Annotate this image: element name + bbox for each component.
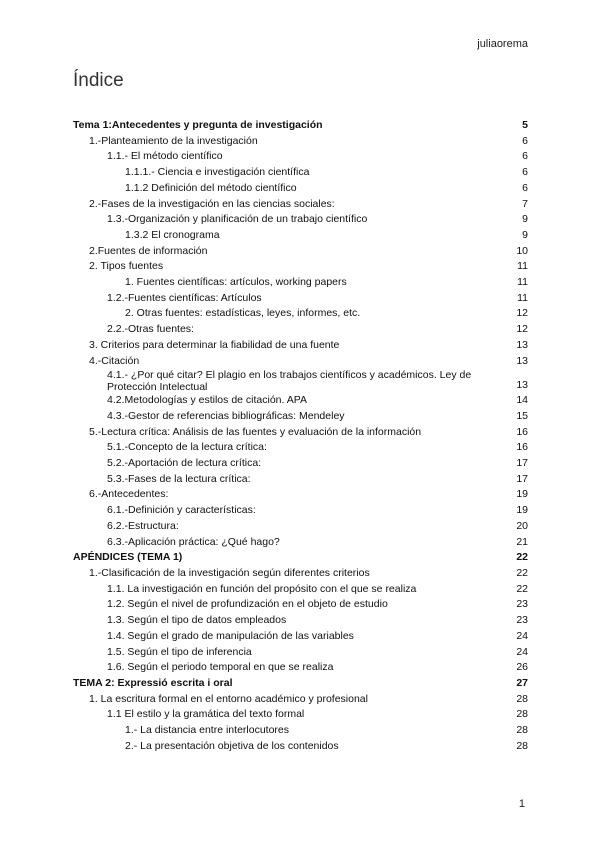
toc-entry-page: 19	[516, 488, 528, 501]
toc-entry[interactable]	[73, 535, 528, 551]
toc-entry-page: 19	[516, 504, 528, 517]
toc-entry-title: 4.3.-Gestor de referencias bibliográficas: Mendeley	[107, 409, 345, 422]
toc-entry-page: 21	[516, 535, 528, 548]
toc-entry[interactable]	[73, 409, 528, 425]
toc-entry-title: 1.6. Según el periodo temporal en que se realiza	[107, 661, 334, 674]
toc-entry-title: 6.3.-Aplicación práctica: ¿Qué hago?	[107, 535, 280, 548]
toc-entry[interactable]	[73, 134, 528, 150]
toc-entry[interactable]	[73, 165, 528, 181]
toc-entry-page: 11	[517, 260, 528, 273]
toc-entry-page: 15	[516, 409, 528, 422]
toc-entry[interactable]	[73, 425, 528, 441]
toc-entry[interactable]	[73, 550, 528, 566]
toc-entry-title: 2. Otras fuentes: estadísticas, leyes, informes, etc.	[125, 307, 361, 320]
toc-entry-page: 11	[517, 291, 528, 304]
toc-entry-page: 11	[517, 276, 528, 289]
toc-entry-title: 1.3.2 El cronograma	[125, 228, 220, 241]
toc-entry-title: 1.5. Según el tipo de inferencia	[107, 645, 252, 658]
toc-entry-page: 6	[522, 181, 528, 194]
toc-entry-page: 17	[516, 457, 528, 470]
toc-entry[interactable]	[73, 566, 528, 582]
toc-entry[interactable]	[73, 354, 528, 370]
toc-entry-page: 20	[516, 519, 528, 532]
toc-entry[interactable]	[73, 723, 528, 739]
toc-entry[interactable]	[73, 149, 528, 165]
toc-entry-title: 1.1. La investigación en función del propósito con el que se realiza	[107, 582, 417, 595]
toc-entry-title: 1.1.1.- Ciencia e investigación científica	[125, 166, 310, 179]
toc-entry[interactable]	[73, 487, 528, 503]
toc-entry[interactable]	[73, 440, 528, 456]
toc-entry-title: 2. Tipos fuentes	[89, 260, 164, 273]
toc-entry-title: TEMA 2: Expressió escrita i oral	[73, 676, 233, 689]
toc-entry-title: 5.2.-Aportación de lectura crítica:	[107, 457, 262, 470]
toc-entry-page: 12	[516, 323, 528, 336]
toc-entry-page: 14	[516, 394, 528, 407]
toc-entry[interactable]	[73, 259, 528, 275]
toc-entry-page: 16	[516, 425, 528, 438]
toc-entry[interactable]	[73, 597, 528, 613]
toc-entry-page: 23	[516, 598, 528, 611]
toc-entry[interactable]	[73, 306, 528, 322]
toc-entry[interactable]	[73, 118, 528, 134]
toc-entry[interactable]	[73, 472, 528, 488]
toc-entry-title: 1. Fuentes científicas: artículos, working papers	[125, 276, 347, 289]
toc-entry-title: 4.1.- ¿Por qué citar? El plagio en los trabajos científicos y académicos. Ley de Protección Intelectual	[107, 369, 472, 394]
toc-entry-title: 1.-Clasificación de la investigación según diferentes criterios	[89, 566, 370, 579]
toc-entry[interactable]	[73, 519, 528, 535]
toc-entry[interactable]	[73, 613, 528, 629]
toc-entry-title: 4.-Citación	[89, 354, 140, 367]
toc-entry-title: APÉNDICES (TEMA 1)	[73, 551, 183, 564]
toc-entry-page: 13	[516, 354, 528, 367]
toc-entry-title: 6.2.-Estructura:	[107, 519, 179, 532]
toc-entry-title: 1.-Planteamiento de la investigación	[89, 134, 258, 147]
toc-entry[interactable]	[73, 692, 528, 708]
toc-entry-title: 2.- La presentación objetiva de los contenidos	[125, 739, 339, 752]
toc-entry[interactable]	[73, 228, 528, 244]
toc-entry[interactable]	[73, 660, 528, 676]
toc-entry[interactable]	[73, 503, 528, 519]
toc-entry-title: 1.1.2 Definición del método científico	[125, 181, 297, 194]
toc-entry-title: 5.-Lectura crítica: Análisis de las fuentes y evaluación de la información	[89, 425, 422, 438]
toc-entry-title: 2.Fuentes de información	[89, 244, 208, 257]
toc-entry-page: 24	[516, 629, 528, 642]
toc-entry[interactable]	[73, 645, 528, 661]
toc-entry[interactable]	[73, 369, 528, 393]
toc-entry-page: 13	[516, 378, 528, 391]
toc-entry-title: 1.2.-Fuentes científicas: Artículos	[107, 291, 262, 304]
toc-entry-page: 13	[516, 338, 528, 351]
toc-entry[interactable]	[73, 212, 528, 228]
toc-entry[interactable]	[73, 582, 528, 598]
toc-entry-page: 9	[522, 213, 528, 226]
header-username: juliaorema	[477, 38, 528, 50]
toc-entry-page: 28	[516, 739, 528, 752]
toc-entry[interactable]	[73, 707, 528, 723]
toc-entry-title: 1.2. Según el nivel de profundización en el objeto de estudio	[107, 598, 388, 611]
toc-entry-page: 28	[516, 724, 528, 737]
toc-entry-page: 5	[522, 119, 528, 131]
toc-entry-title: 6.1.-Definición y características:	[107, 504, 256, 517]
toc-entry-page: 22	[516, 551, 528, 564]
toc-entry-title: 4.2.Metodologías y estilos de citación. APA	[107, 394, 308, 407]
toc-entry-page: 28	[516, 692, 528, 705]
toc-entry-page: 27	[516, 676, 528, 689]
page-title: Índice	[73, 70, 124, 91]
toc-entry[interactable]	[73, 393, 528, 409]
toc-entry-title: 1.3.-Organización y planificación de un trabajo científico	[107, 213, 368, 226]
toc-entry[interactable]	[73, 456, 528, 472]
toc-entry-page: 6	[522, 150, 528, 163]
toc-entry-title: 1.1.- El método científico	[107, 150, 223, 163]
toc-entry-page: 6	[522, 134, 528, 147]
toc-entry-title: 1.1 El estilo y la gramática del texto formal	[107, 708, 305, 721]
toc-entry[interactable]	[73, 322, 528, 338]
toc-entry-page: 12	[516, 307, 528, 320]
toc-entry[interactable]	[73, 181, 528, 197]
toc-entry[interactable]	[73, 338, 528, 354]
toc-entry[interactable]	[73, 676, 528, 692]
toc-entry-page: 26	[516, 661, 528, 674]
toc-entry[interactable]	[73, 197, 528, 213]
toc-entry-page: 9	[522, 228, 528, 241]
toc-entry-page: 7	[522, 197, 528, 210]
toc-entry[interactable]	[73, 739, 528, 755]
toc-entry-title: 5.1.-Concepto de la lectura crítica:	[107, 441, 267, 454]
toc-entry-page: 10	[516, 244, 528, 257]
toc-entry-title: 2.-Fases de la investigación en las ciencias sociales:	[89, 197, 335, 210]
toc-entry[interactable]	[73, 291, 528, 307]
toc-entry-page: 24	[516, 645, 528, 658]
toc-entry-title: 5.3.-Fases de la lectura crítica:	[107, 472, 251, 485]
toc-entry-page: 22	[516, 582, 528, 595]
toc-entry[interactable]	[73, 629, 528, 645]
toc-entry-title: 1.- La distancia entre interlocutores	[125, 724, 290, 737]
toc-entry-page: 16	[516, 441, 528, 454]
toc-entry-page: 17	[516, 472, 528, 485]
toc-entry-title: 6.-Antecedentes:	[89, 488, 169, 501]
toc-entry-page: 6	[522, 166, 528, 179]
page-number: 1	[518, 798, 525, 810]
table-of-contents	[73, 118, 528, 754]
toc-entry-page: 22	[516, 566, 528, 579]
toc-entry-title: 3. Criterios para determinar la fiabilidad de una fuente	[89, 338, 340, 351]
toc-entry-page: 23	[516, 614, 528, 627]
toc-entry-page: 28	[516, 708, 528, 721]
toc-entry-title: Tema 1:Antecedentes y pregunta de investigación	[73, 119, 323, 131]
toc-entry[interactable]	[73, 275, 528, 291]
toc-entry-title: 1.3. Según el tipo de datos empleados	[107, 614, 287, 627]
toc-entry-title: 2.2.-Otras fuentes:	[107, 323, 194, 336]
toc-entry[interactable]	[73, 244, 528, 260]
toc-entry-title: 1. La escritura formal en el entorno académico y profesional	[89, 692, 368, 705]
toc-entry-title: 1.4. Según el grado de manipulación de las variables	[107, 629, 354, 642]
